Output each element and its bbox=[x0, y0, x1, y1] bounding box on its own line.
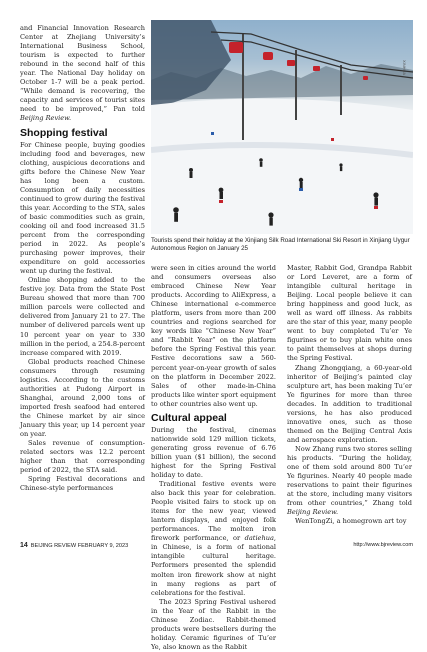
article-column-3 bbox=[287, 264, 412, 526]
paragraph: Sales revenue of consumption-related sectors was 12.2 percent higher than that corresponding period of 2022, the STA said. bbox=[20, 439, 145, 475]
photo-credit: XINHUA bbox=[402, 60, 407, 76]
section-heading-shopping: Shopping festival bbox=[20, 126, 108, 139]
paragraph: and Financial Innovation Research Center at Zhejiang University’s International Business School, tourism is expected to further rebound in the second half of this year. The National Day holiday on October 1-7 will be a peak period. “While demand is recovering, the capacity and services of tourist sites need to be improved,” Pan told Beijing Review. bbox=[20, 24, 145, 123]
paragraph: Now Zhang runs two stores selling his products. “During the holiday, one of them sold around 800 Tu’er Ye figurines. Nearly 40 people made reservations to paint their figurines at the store, including many visitors from other countries,” Zhang told Beijing Review. bbox=[287, 444, 412, 517]
paragraph: Traditional festive events were also back this year for celebration. People visited fairs to stock up on items for the new year, viewed lantern displays, and enjoyed folk performances. The molten iron firework performance, or datiehua, in Chinese, is a form of national intangible cultural heritage. Performers presented the splendid molten iron firework show at night in many regions as part of celebrations for the festival. bbox=[151, 480, 276, 597]
article-column-1 bbox=[20, 24, 145, 493]
paragraph: were seen in cities around the world and consumers overseas also embraced Chinese New Year products. According to AliExpress, a Chinese international e-commerce platform, users from more than 200 countries and regions searched for key words like “Chinese New Year” and “Rabbit Year” on the platform before the Spring Festival this year. Festive decorations saw a 560-percent year-on-year growth of sales on the platform in December 2022. Sales of other made-in-China products like winter sport equipment to other countries also went up. bbox=[151, 264, 276, 408]
paragraph: During the festival, cinemas nationwide sold 129 million tickets, generating gross revenue of 6.76 billion yuan ($1 billion), the second highest for the Spring Festival holiday to date. bbox=[151, 425, 276, 479]
paragraph: Global products reached Chinese consumers through resuming logistics. According to the customs authorities at Pudong Airport in Shanghai, around 2,000 tons of imported fresh seafood had entered the Chinese market by air since January this year, up 14 percent year on year. bbox=[20, 357, 145, 439]
photo-caption: Tourists spend their holiday at the Xinjiang Silk Road International Ski Resort in Xinjiang Uygur Autonomous Region on January 25 bbox=[151, 237, 410, 252]
paragraph: Master, Rabbit God, Grandpa Rabbit or Lord Leveret, are a form of intangible cultural heritage in Beijing. Local people believe it can bring happiness and good luck, as well as ward off illness. As rabbits are the star of this year, many people went to buy completed Tu’er Ye figurines or to buy plain white ones to paint themselves at shops during the Spring Festival. bbox=[287, 264, 412, 363]
paragraph: Spring Festival decorations and Chinese-style performances bbox=[20, 475, 145, 493]
website-link[interactable]: http://www.bjreview.com bbox=[353, 542, 413, 548]
paragraph: WenTongZi, a homegrown art toy bbox=[295, 517, 407, 526]
paragraph: Online shopping added to the festive joy. Data from the State Post Bureau showed that more than 700 million parcels were collected and delivered from January 21 to 27. The number of delivered parcels went up 10 percent year on year to 330 million in the period, a 254.8-percent increase compared with 2019. bbox=[20, 276, 146, 357]
ski-resort-illustration bbox=[151, 20, 413, 234]
article-column-2 bbox=[151, 264, 276, 652]
paragraph: The 2023 Spring Festival ushered in the Year of the Rabbit in the Chinese Zodiac. Rabbit-themed products were bestsellers during the holiday. Ceramic figurines of Tu’er Ye, also known as the Rabbit bbox=[151, 597, 276, 651]
publication-date: BEIJING REVIEW FEBRUARY 9, 2023 bbox=[30, 543, 129, 549]
paragraph: Zhang Zhongqiang, a 60-year-old inheritor of Beijing’s painted clay sculpture art, has been making Tu’er Ye figurines for more than three decades. In addition to traditional versions, he has also produced innovative ones, such as those themed on the Beijing Central Axis and aerospace exploration. bbox=[287, 363, 412, 444]
page-footer-left bbox=[20, 542, 128, 549]
section-heading-cultural: Cultural appeal bbox=[151, 411, 227, 424]
page-number: 14 bbox=[20, 542, 28, 549]
paragraph: For Chinese people, buying goodies including food and beverages, new clothing, auspicious decorations and gifts before the Chinese New Year has long been a custom. Consumption of daily necessities continued to grow during the festival this year. According to the STA, sales of basic commodities such as grain, cooking oil and food increased 31.5 percent from the corresponding period in 2022. As people’s purchasing power improves, their expenditure on gold accessories went up during the festival. bbox=[20, 140, 145, 276]
ski-resort-photo bbox=[151, 20, 413, 234]
